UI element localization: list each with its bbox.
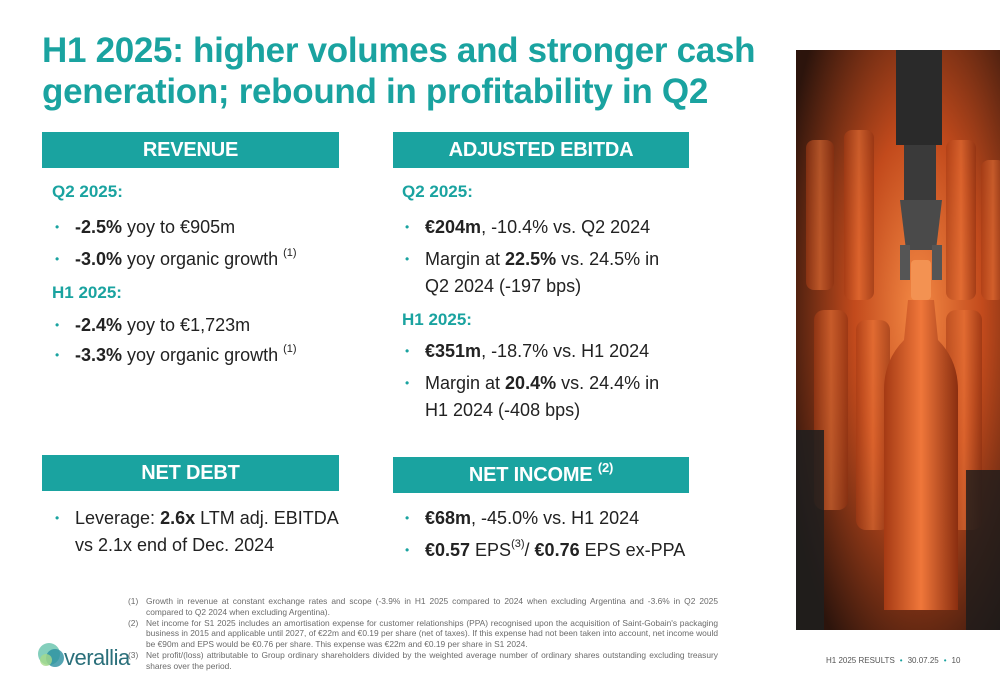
title-line-1: H1 2025: higher volumes and stronger cash <box>42 31 756 70</box>
footer-separator: • <box>943 656 947 665</box>
list-item: • €0.57 EPS$^{(3)}$/ €0.76 EPS ex-PPA <box>425 537 685 564</box>
bullet-icon: • <box>405 543 410 557</box>
footnote-3: (3) Net profit/(loss) attributable to Group ordinary shareholders divided by the weighted average number of ordinary shares outstanding excluding treasury shares over the period. <box>128 649 718 671</box>
revenue-header: REVENUE <box>42 132 339 168</box>
bullet-icon: • <box>55 252 60 266</box>
list-item: • Leverage: 2.6x LTM adj. EBITDA vs 2.1x end of Dec. 2024 <box>75 505 339 559</box>
ebitda-q2-label: Q2 2025: <box>402 182 473 201</box>
net-debt-header: NET DEBT <box>42 455 339 491</box>
list-item: • €68m, -45.0% vs. H1 2024 <box>425 505 639 532</box>
footer-separator: • <box>899 656 903 665</box>
list-item: • €204m, -10.4% vs. Q2 2024 <box>425 214 650 241</box>
page-number: 10 <box>951 656 961 665</box>
revenue-h1-label: H1 2025: <box>52 283 122 302</box>
bullet-icon: • <box>405 220 410 234</box>
list-item: • Margin at 22.5% vs. 24.5% in Q2 2024 (-197 bps) <box>425 246 659 300</box>
list-item: • -2.4% yoy to €1,723m <box>75 312 250 339</box>
bullet-icon: • <box>405 252 410 266</box>
net-income-header: NET INCOME $^{(2)}$ <box>393 457 689 493</box>
bullet-icon: • <box>55 220 60 234</box>
bullet-icon: • <box>405 344 410 358</box>
bullet-icon: • <box>55 348 60 362</box>
footnotes <box>128 596 718 672</box>
bullet-icon: • <box>405 376 410 390</box>
photo-illustration <box>796 50 1000 630</box>
list-item: • -2.5% yoy to €905m <box>75 214 235 241</box>
footnote-1: (1) Growth in revenue at constant exchange rates and scope (-3.9% in H1 2025 compared to 2024 when excluding Argentina and -3.6% in Q2 2025 compared to Q2 2024 when excluding Argentina). <box>128 596 718 617</box>
logo-text: verallia <box>64 645 130 670</box>
footnote-2: (2) Net income for S1 2025 includes an amortisation expense for customer relationships (PPA) recognised upon the acquisition of Saint-Gobain's packaging business in 2015 and applicable until 2027, of €22m and €0.19 per share (net of taxes). If this expense had not been taken into account, net income would be €90m and EPS would be €0.76 per share. This expense was €22m and €0.19 per share in S1 2024. <box>128 617 718 650</box>
list-item: • Margin at 20.4% vs. 24.4% in H1 2024 (-408 bps) <box>425 370 659 424</box>
page-footer: H1 2025 RESULTS • 30.07.25 • 10 <box>826 656 961 665</box>
revenue-q2-label: Q2 2025: <box>52 182 123 201</box>
ebitda-header: ADJUSTED EBITDA <box>393 132 689 168</box>
title-line-2: generation; rebound in profitability in Q2 <box>42 72 709 111</box>
ebitda-h1-label: H1 2025: <box>402 310 472 329</box>
bullet-icon: • <box>55 511 60 525</box>
bullet-icon: • <box>405 511 410 525</box>
list-item: • -3.0% yoy organic growth $^{(1)}$ <box>75 246 297 273</box>
bullet-icon: • <box>55 318 60 332</box>
list-item: • €351m, -18.7% vs. H1 2024 <box>425 338 649 365</box>
slide-title <box>42 30 762 112</box>
glass-bottle-production-photo <box>796 50 1000 630</box>
list-item: • -3.3% yoy organic growth $^{(1)}$ <box>75 342 297 369</box>
